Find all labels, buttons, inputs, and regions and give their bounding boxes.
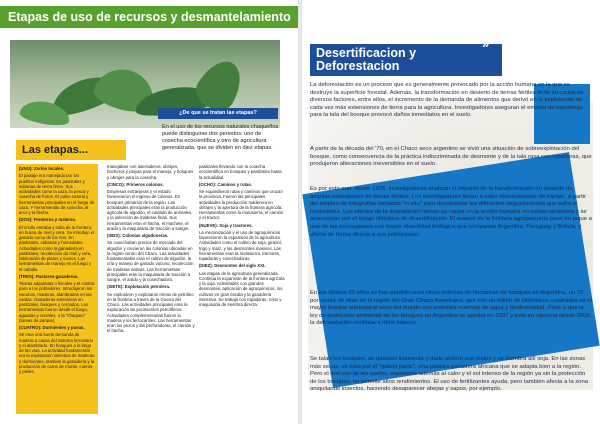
column-paragraph: (CINCO): Primeros colonos. [107,181,164,187]
column-paragraph: pastizales llevando con la cosecha ecocientífica en bosques y pastizales hasta la actualidad. [199,164,282,180]
etapas-heading: Las etapas... [16,140,126,160]
column-paragraph: Tierras adquiridas o fiscales y el control para a los pobladores. Introdujeron los vacunos, maderas, alambrados en las caídas. Ganaderas extensivas en pastizales, bosques y cercados. Las herramientas fueron desde el fuego, aguadas y corrales, o la "chaqueo" (tareas de parque). [19,281,95,323]
body-paragraph: A partir de la década del '70, en el Chaco seco argentino se vivió una situación de sobreexplotación del bosque, como consecuencia de la práctica indiscriminada de desmonte y de la tala rasa con topadoras, que produjeron alteraciones irreversibles en el suelo. [310,146,592,168]
page-title: Etapas de uso de recursos y desmantelamiento [0,6,298,28]
column-paragraph: Empresas extranjeras y el estado favorecieron el ingreso de colonos. En bosques primarios de la región. Las actividades principales eran la producción agrícola de algodón, el cuidado de animales, y la selección de maderas finas. Sus herramientas eran el hacha, el machete, el arado y la maquinaria de tracción a sangre. [107,189,193,231]
column-paragraph: La mecanización y el uso de agroquímicos favorecieron la expansión de la agricultura. Actividades como el cultivo de soja, girasol, trigo y maíz, y los desmontes masivos. Las herramientas eran la motosierra, tractores, topadoras y cosechadoras. [199,229,282,261]
etapas-column-2 [107,164,195,414]
column-paragraph: Se exploraron y explotaron minas de petróleo en la frontera a través de la Guerra del Chaco. Las actividades principales eran la exploración de yacimientos petrolíferos. Actividades complementarias fueron la madera y los ferrocarriles. Las herramientas eran los pozos y las perforadoras, el camión y el hacha. [107,291,195,334]
column-paragraph: Las etapas de la agricultura generalizada. Continúa la expansión de la frontera agrícola y la soja. Actividades con grandes desmontes, aplicación de agroquímicos, los cultivos en gran escala y la ganadería intensiva. Se trabaja con topadoras, rolos y maquinaria de siembra directa. [199,270,285,307]
column-paragraph: El paisaje era manejado por los pueblos indígenas. Es pastizales y sabanas de tierra firme. Sus actividades como la caza, la pesca y cosecha de frutos. El pulso natural y herramientas principales en el fuego de caza. Y herramientas de cosecha, al arco y la flecha. [19,173,95,215]
question-banner: ¿De que se tratan las etapas? [158,108,278,119]
body-paragraph: Es por esto que, desde 1975, investigadores analizan el impacto de la transformación en desierto de amplias extensiones de tierras fértiles. Los investigadores llevan a cabo observaciones de campo, a partir del empleo de fotografías tomadas "in situ" para documentar los diferentes degradaciones que sufre el ecosistema. Los efectos de la degradación tienen su causa en la acción humana no conservacionista y se acrecientan por el riesgo climático de desertificación. El avance de la frontera agropecuaria pone en jaque a una de las ecorregiones con mayor diversidad biológica que comparten Argentina, Paraguay y Bolivia, y afecta de forma directa a sus poblaciones. [310,186,592,238]
body-paragraph: En los últimos 20 años se han perdido unos cinco millones de hectáreas de bosques en Argentina, un 70 por ciento de ellas en la región del Gran Chaco Americano, que con un millón de kilómetros cuadrados es el mayor bosque subtropical seco del mundo con enormes reservas de agua y biodiversidad. Pese a que la ley de protección ambiental de los bosques en Argentina se aprobó en 2007 y está en vigencia desde 2009, la deforestación continúa a ritmo intenso. [310,290,592,327]
column-paragraph: (UNO): Zorlos locales. [19,166,65,171]
column-paragraph: (SEIS): Colonias algodoneras. [107,233,169,238]
column-paragraph: manejaban con aserraderos, obrajes, hacheros y playas para el manejo, y bosques y obrajes para la cosecha. [107,164,194,180]
column-paragraph: (DIEZ): Desmontes del siglo XXI. [199,263,266,269]
column-paragraph: Se crea una fuerte demanda de madera a causa del sistema ferroviario y el alambrado. En bosques a lo largo de las vías. La actividad fundamental era la explotación selectiva de maderas y durmientes, tambien la ganadería y la producción de carne de monte, cueros y pieles. [19,332,95,374]
column-paragraph: (TRES): Pastoreo ganaderos. [19,273,79,279]
double-chevron-icon: » [482,36,490,51]
body-paragraph: Se talan los bosques, se queman lisamente y dado abierto sus restos y se siembra allí soja. En las zonas más secas, se opta por el "gatton panic", una pastura ganadera africana que se adapta bien a la región. Pero el mal uso de los suelos, expuestos además al calor y el sol intenso de la región ya sin la protección de los bosques, no permite altos rendimientos. El uso de fertilizantes ayuda, pero también afecta a la zona aniquilando insectos, haciendo desaparecer abejas y sapos, por ejemplo. [310,356,589,393]
column-paragraph: (SIETE): Explotación petrolera. [107,284,171,290]
column-paragraph: (NUEVE): Soja y tractores. [199,222,253,228]
right-page [302,0,600,424]
column-paragraph: (OCHO): Caminos y rutas. [199,181,253,187]
etapas-column-3 [199,164,285,414]
column-paragraph: (CUATRO): Durmientes y pueas. [19,325,85,330]
column-paragraph: El criollo entraba y salía de la frontera, en busca de miel y cera. Se introdujo el ganado cerca de los ríos. En pastizales, sabanas y humedales. Actividades como la ganadería en pastizales, recolección de miel y cera, fabricación de platos y cueros. Las herramientas de manejo en el fuego y el caballo. [19,224,95,272]
body-paragraph: La deforestación es un proceso que es generalmente provocado por la acción humana en la que se destruye la superficie forestal. Además, la transformación en desierto de tierras fértiles tiene su causa en diversos factores, entre ellos, el incremento de la demanda de alimentos que derivó en la explotación de cada vez más extensiones de tierra para la agricultura. Investigadores aseguran el empleo de topadoras para la tala del bosque provocó daños inmediatos en el suelo. [310,82,584,119]
column-paragraph: Se cosechaban precios de mercado del algodón y crecieron las colonias ubicadas en la región centro del Chaco. Las actividades fundamentales eran el cultivo de algodón, la cría y manejo de ganado vacuno, recolección de maderas nativas. Las herramientas principales eran la maquinaria de tracción a sangre, el arado y la cosechadora. [107,240,194,282]
section-heading: Desertificacion y Deforestacion [310,44,502,76]
etapas-column-1 [16,164,98,414]
column-paragraph: Se expandieron rutas y caminos que cruzan la provincia. Fueron las principales actividades la producción maderera en obrajes y la apertura de la frontera agrícola. Herramientas como la motosierra, el camión y el tractor. [199,189,284,221]
intro-text: En el uso de los recursos naturales chaqueños puede distinguirse dos periodos: uno de cosecha ecocientífica y otro de agricultura generalizada, que se dividen en diez etapas. [162,124,279,151]
left-page [0,0,298,424]
column-paragraph: (DOS): Frenteros y maleros. [19,217,77,223]
